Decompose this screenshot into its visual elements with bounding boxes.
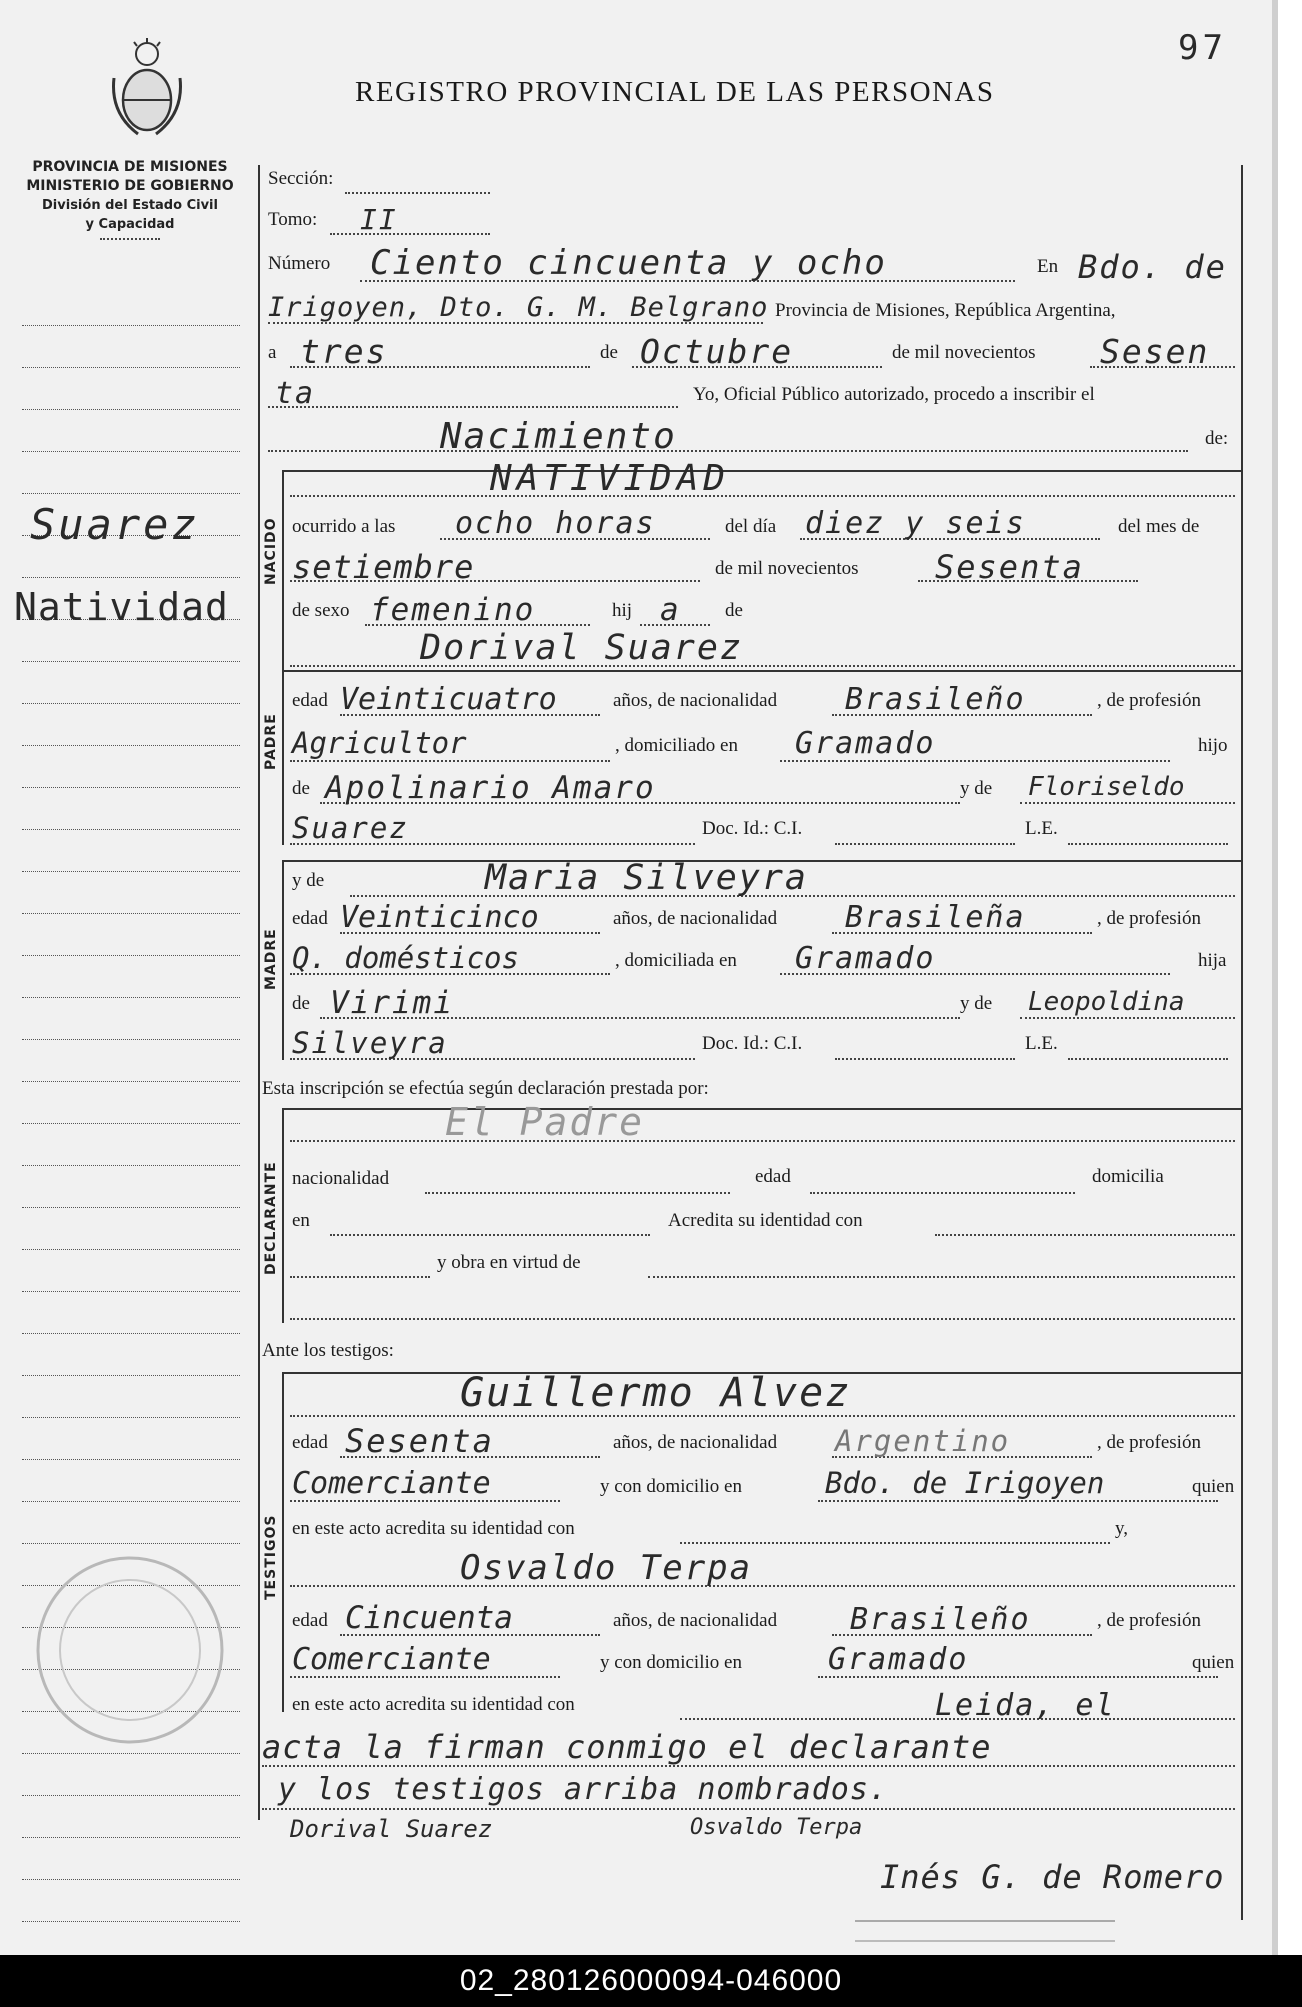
- acredita-label: Acredita su identidad con: [668, 1210, 863, 1231]
- t1-nac-label: años, de nacionalidad: [613, 1432, 778, 1453]
- testigos-section-border: [282, 1372, 284, 1712]
- margin-rule: [22, 745, 240, 746]
- image-id-footer: 02_280126000094-046000: [0, 1955, 1302, 2007]
- margin-rule: [22, 1753, 240, 1754]
- abuelo-m-value: Virimi: [330, 985, 454, 1021]
- declarante-en-label: en: [292, 1210, 310, 1231]
- t2-quien-label: quien: [1192, 1652, 1235, 1673]
- madre-dom-value: Gramado: [795, 941, 936, 976]
- t2-dom-value: Gramado: [828, 1642, 969, 1677]
- testigos-section-label: TESTIGOS: [263, 1514, 279, 1600]
- padre-le-label: L.E.: [1025, 818, 1058, 839]
- abuela-m-value-2: Silveyra: [292, 1026, 448, 1060]
- margin-rule: [22, 493, 240, 494]
- issuer-line: MINISTERIO DE GOBIERNO: [26, 178, 234, 194]
- padre-nac-label: años, de nacionalidad: [613, 690, 778, 711]
- numero-label: Número: [268, 253, 331, 274]
- madre-edad-value: Veinticinco: [340, 900, 539, 935]
- de-label: de: [600, 342, 618, 363]
- t2-acto-label: en este acto acredita su identidad con: [292, 1694, 575, 1715]
- margin-rule: [22, 1837, 240, 1838]
- margin-rule: [22, 703, 240, 704]
- oficial-label: Yo, Oficial Público autorizado, procedo a inscribir el: [693, 384, 1095, 405]
- declarante-section-border: [282, 1108, 284, 1323]
- provincia-label: Provincia de Misiones, República Argentina,: [775, 300, 1116, 321]
- de-mil-label: de mil novecientos: [892, 342, 1036, 363]
- padre-prof-value: Agricultor: [292, 726, 467, 760]
- margin-rule: [22, 1795, 240, 1796]
- seccion-label: Sección:: [268, 168, 334, 189]
- obra-label: y obra en virtud de: [437, 1252, 581, 1273]
- hij-suffix-value: a: [660, 592, 681, 628]
- frame-left-border: [258, 165, 260, 1820]
- margin-rule: [22, 871, 240, 872]
- de-label-4: de: [292, 993, 310, 1014]
- margin-rule: [22, 787, 240, 788]
- padre-nombre-value: Dorival Suarez: [420, 628, 744, 668]
- frame-right-border: [1241, 165, 1243, 1920]
- margin-rule: [22, 1459, 240, 1460]
- margin-rule: [22, 1333, 240, 1334]
- margin-rule: [22, 1921, 240, 1922]
- madre-doc-label: Doc. Id.: C.I.: [702, 1033, 803, 1054]
- padre-y-de-label: y de: [960, 778, 993, 799]
- testigo2-nombre-value: Osvaldo Terpa: [460, 1548, 753, 1588]
- madre-section-label: MADRE: [263, 928, 279, 990]
- lugar-value-2: Irigoyen, Dto. G. M. Belgrano: [268, 292, 769, 323]
- cierre-line-1: Leida, el: [935, 1688, 1116, 1723]
- t1-dom-value: Bdo. de Irigoyen: [825, 1466, 1105, 1500]
- t2-prof-label: , de profesión: [1097, 1610, 1201, 1631]
- padre-doc-label: Doc. Id.: C.I.: [702, 818, 803, 839]
- cierre-line-3: y los testigos arriba nombrados.: [278, 1772, 888, 1807]
- declarante-value: El Padre: [445, 1100, 645, 1144]
- t2-dom-label: y con domicilio en: [600, 1652, 742, 1673]
- declarante-edad-label: edad: [755, 1166, 791, 1187]
- t1-dom-label: y con domicilio en: [600, 1476, 742, 1497]
- nacido-section-border: [282, 470, 284, 670]
- margin-rule: [22, 409, 240, 410]
- padre-dom-label: , domiciliado en: [615, 735, 738, 756]
- abuela-m-value-1: Leopoldina: [1028, 987, 1185, 1017]
- hija-label: hija: [1198, 950, 1227, 971]
- t1-nac-value: Argentino: [835, 1424, 1011, 1458]
- anio-value-1: Sesen: [1100, 332, 1210, 371]
- issuer-line: y Capacidad: [85, 217, 175, 232]
- t1-edad-label: edad: [292, 1432, 328, 1453]
- inscripcion-label: Esta inscripción se efectúa según declaración prestada por:: [262, 1078, 709, 1099]
- margin-surname: Suarez: [30, 500, 200, 549]
- madre-section-border: [282, 860, 284, 1060]
- t2-edad-value: Cincuenta: [345, 1600, 513, 1636]
- tomo-value: II: [360, 203, 398, 236]
- madre-y-de-label-2: y de: [960, 993, 993, 1014]
- margin-rule: [22, 1417, 240, 1418]
- a-label: a: [268, 342, 277, 363]
- padre-prof-label: , de profesión: [1097, 690, 1201, 711]
- margin-rule: [22, 661, 240, 662]
- madre-dom-label: , domiciliada en: [615, 950, 737, 971]
- document-title: REGISTRO PROVINCIAL DE LAS PERSONAS: [355, 76, 995, 108]
- padre-nac-value: Brasileño: [845, 682, 1026, 717]
- margin-rule: [22, 367, 240, 368]
- t1-edad-value: Sesenta: [345, 1422, 494, 1460]
- madre-le-label: L.E.: [1025, 1033, 1058, 1054]
- del-dia-label: del día: [725, 516, 777, 537]
- ante-label: Ante los testigos:: [262, 1340, 394, 1361]
- de-label-3: de: [292, 778, 310, 799]
- declarante-section-label: DECLARANTE: [263, 1161, 279, 1275]
- margin-rule: [22, 325, 240, 326]
- margin-rule: [22, 1165, 240, 1166]
- margin-rule: [22, 997, 240, 998]
- madre-nac-label: años, de nacionalidad: [613, 908, 778, 929]
- hora-value: ocho horas: [455, 506, 656, 541]
- madre-nombre-value: Maria Silveyra: [485, 858, 809, 898]
- testigo1-nombre-value: Guillermo Alvez: [460, 1370, 852, 1416]
- margin-rule: [22, 1123, 240, 1124]
- mes-nac-value: setiembre: [292, 548, 475, 586]
- margin-rule: [22, 1291, 240, 1292]
- page-number: 97: [1178, 28, 1227, 68]
- margin-rule: [22, 1543, 240, 1544]
- t1-acto-label: en este acto acredita su identidad con: [292, 1518, 575, 1539]
- margin-rule: [22, 1879, 240, 1880]
- de-label-2: de: [725, 600, 743, 621]
- t2-nac-label: años, de nacionalidad: [613, 1610, 778, 1631]
- nombre-value: NATIVIDAD: [490, 458, 731, 499]
- margin-rule: [22, 829, 240, 830]
- hij-label: hij: [612, 600, 633, 621]
- anio-nac-value: Sesenta: [935, 548, 1084, 586]
- margin-given-name: Natividad: [14, 585, 229, 629]
- lugar-value-1: Bdo. de: [1078, 248, 1227, 286]
- padre-section-border: [282, 670, 284, 845]
- t1-y-label: y,: [1115, 1518, 1129, 1539]
- numero-value: Ciento cincuenta y ocho: [370, 243, 887, 283]
- margin-rule: [22, 955, 240, 956]
- margin-rule: [22, 577, 240, 578]
- issuer-line: PROVINCIA DE MISIONES: [32, 159, 228, 175]
- nacido-section-label: NACIDO: [263, 517, 279, 585]
- sexo-label: de sexo: [292, 600, 350, 621]
- t1-prof-label: , de profesión: [1097, 1432, 1201, 1453]
- issuer-line: División del Estado Civil: [42, 198, 218, 213]
- margin-rule: [22, 913, 240, 914]
- stamp-icon: [855, 1920, 1115, 1942]
- margin-rule: [22, 1501, 240, 1502]
- de-mil-label-2: de mil novecientos: [715, 558, 859, 579]
- t2-prof-value: Comerciante: [292, 1642, 491, 1677]
- dia-value: tres: [300, 332, 388, 371]
- del-mes-label: del mes de: [1118, 516, 1200, 537]
- declarante-nac-label: nacionalidad: [292, 1168, 390, 1189]
- margin-rule: [22, 1039, 240, 1040]
- madre-y-de-label: y de: [292, 870, 325, 891]
- margin-rule: [22, 1081, 240, 1082]
- t2-edad-label: edad: [292, 1610, 328, 1631]
- issuer-block: [20, 158, 240, 240]
- madre-nac-value: Brasileña: [845, 900, 1026, 935]
- madre-prof-value: Q. domésticos: [292, 941, 519, 975]
- cierre-line-2: acta la firman conmigo el declarante: [262, 1728, 992, 1766]
- en-label: En: [1037, 256, 1059, 277]
- abuela-p-value-1: Floriseldo: [1028, 772, 1185, 802]
- t2-nac-value: Brasileño: [850, 1602, 1031, 1637]
- padre-dom-value: Gramado: [795, 726, 936, 761]
- anio-value-2: ta: [275, 376, 316, 411]
- domicilia-label: domicilia: [1092, 1166, 1164, 1187]
- signature-father: Dorival Suarez: [290, 1815, 493, 1843]
- t1-prof-value: Comerciante: [292, 1466, 491, 1501]
- hijo-label: hijo: [1198, 735, 1228, 756]
- madre-edad-label: edad: [292, 908, 328, 929]
- tomo-label: Tomo:: [268, 209, 318, 230]
- dia-nac-value: diez y seis: [805, 506, 1026, 541]
- margin-rule: [22, 1249, 240, 1250]
- mes-value: Octubre: [640, 332, 794, 371]
- signature-official: Inés G. de Romero: [880, 1858, 1225, 1896]
- sexo-value: femenino: [370, 592, 536, 628]
- margin-rule: [22, 1375, 240, 1376]
- padre-section-label: PADRE: [263, 713, 279, 770]
- abuelo-p-value: Apolinario Amaro: [325, 770, 656, 806]
- signature-witness: Osvaldo Terpa: [690, 1815, 863, 1840]
- coat-of-arms-icon: [108, 38, 186, 138]
- madre-prof-label: , de profesión: [1097, 908, 1201, 929]
- de-colon-label: de:: [1205, 428, 1229, 449]
- abuela-p-value-2: Suarez: [292, 811, 409, 845]
- ocurrido-label: ocurrido a las: [292, 516, 396, 537]
- margin-rule: [22, 451, 240, 452]
- margin-rule: [22, 1207, 240, 1208]
- padre-edad-value: Veinticuatro: [340, 682, 557, 717]
- seal-icon: [30, 1550, 230, 1750]
- acto-value: Nacimiento: [440, 416, 677, 457]
- padre-edad-label: edad: [292, 690, 328, 711]
- t1-quien-label: quien: [1192, 1476, 1235, 1497]
